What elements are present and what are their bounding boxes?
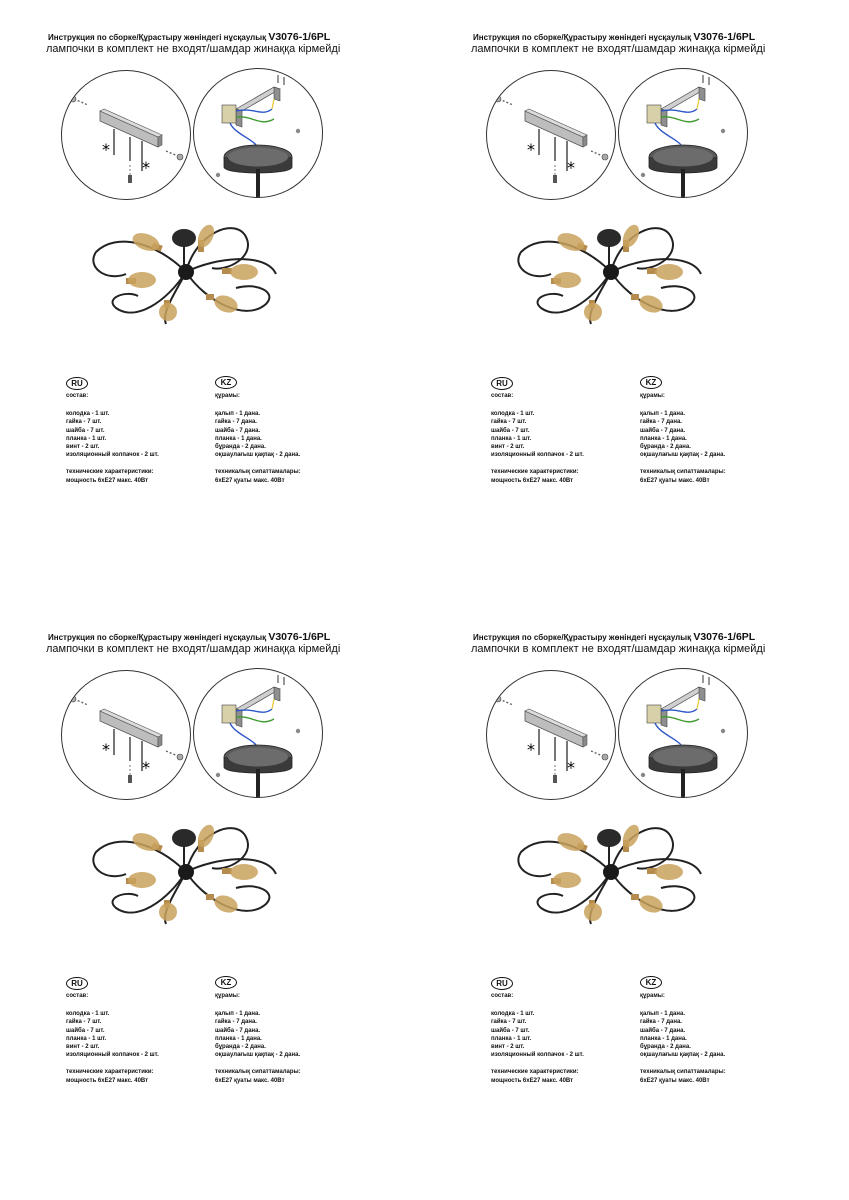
- parts-list-item: қалып - 1 дана.: [640, 411, 686, 418]
- title-prefix: Инструкция по сборке/Құрастыру жөніндегі нұсқаулық: [48, 33, 267, 42]
- parts-list-item: шайба - 7 дана.: [215, 1027, 261, 1034]
- parts-list-item: изоляционный колпачок - 2 шт.: [491, 452, 584, 459]
- kz-language-badge: KZ: [215, 976, 237, 989]
- ru-parts-list: [491, 410, 631, 459]
- parts-list-item: қалып - 1 дана.: [640, 1011, 686, 1018]
- sheet-title: [473, 31, 813, 43]
- chandelier-illustration: [511, 812, 711, 932]
- parts-list-item: планка - 1 дана.: [215, 1035, 262, 1042]
- ru-language-badge: RU: [491, 977, 513, 990]
- parts-list-item: винт - 2 шт.: [491, 1044, 525, 1051]
- parts-list-item: колодка - 1 шт.: [491, 1011, 535, 1018]
- parts-list-item: шайба - 7 дана.: [215, 427, 261, 434]
- title-prefix: Инструкция по сборке/Құрастыру жөніндегі нұсқаулық: [48, 633, 267, 642]
- parts-list-item: оқшаулағыш қақпақ - 2 дана.: [215, 1052, 301, 1059]
- kz-tech-specs: [640, 1068, 780, 1084]
- instruction-sheet: [425, 0, 849, 600]
- ru-tech-heading: технические характеристики:: [491, 469, 579, 476]
- parts-list-item: оқшаулағыш қақпақ - 2 дана.: [640, 452, 726, 459]
- parts-list-item: шайба - 7 дана.: [640, 1027, 686, 1034]
- ru-parts-list: [66, 410, 206, 459]
- chandelier-illustration: [86, 812, 286, 932]
- parts-list-item: шайба - 7 шт.: [66, 1027, 105, 1034]
- parts-list-item: шайба - 7 шт.: [491, 427, 530, 434]
- ru-tech-heading: технические характеристики:: [491, 1069, 579, 1076]
- ru-tech-specs: [66, 468, 206, 484]
- parts-list-item: планка - 1 шт.: [66, 1035, 107, 1042]
- model-number: V3076-1/6PL: [693, 631, 756, 643]
- kz-contents-column: [215, 992, 355, 1085]
- parts-list-item: винт - 2 шт.: [66, 444, 100, 451]
- kz-contents-heading: құрамы:: [215, 393, 240, 399]
- ru-tech-value: мощность 6хЕ27 макс. 40Вт: [66, 477, 149, 484]
- kz-tech-heading: техникалық сипаттамалары:: [640, 469, 726, 476]
- screw-marker-1: *: [527, 140, 535, 159]
- ru-contents-column: [491, 992, 631, 1085]
- instruction-sheet: [425, 600, 849, 1200]
- mounting-bracket-diagram: [61, 70, 191, 200]
- ru-contents-column: [66, 992, 206, 1085]
- mounting-bracket-diagram: [486, 670, 616, 800]
- model-number: V3076-1/6PL: [268, 31, 331, 43]
- canopy-wiring-diagram: [193, 68, 323, 198]
- screw-marker-2: *: [567, 158, 575, 177]
- ru-tech-value: мощность 6хЕ27 макс. 40Вт: [66, 1077, 149, 1084]
- screw-marker-1: *: [102, 140, 110, 159]
- ru-contents-column: [491, 392, 631, 485]
- parts-list-item: винт - 2 шт.: [491, 444, 525, 451]
- parts-list-item: оқшаулағыш қақпақ - 2 дана.: [640, 1052, 726, 1059]
- ru-tech-heading: технические характеристики:: [66, 469, 154, 476]
- kz-tech-value: 6хЕ27 қуаты макс. 40Вт: [640, 1077, 710, 1084]
- ru-parts-list: [66, 1010, 206, 1059]
- ru-tech-value: мощность 6хЕ27 макс. 40Вт: [491, 1077, 574, 1084]
- kz-parts-list: [640, 410, 780, 459]
- ru-contents-heading: состав:: [491, 993, 514, 999]
- parts-list-item: шайба - 7 шт.: [66, 427, 105, 434]
- kz-language-badge: KZ: [640, 976, 662, 989]
- kz-tech-value: 6хЕ27 қуаты макс. 40Вт: [215, 477, 285, 484]
- parts-list-item: гайка - 7 шт.: [66, 1019, 102, 1026]
- parts-list-item: планка - 1 шт.: [491, 435, 532, 442]
- title-prefix: Инструкция по сборке/Құрастыру жөніндегі нұсқаулық: [473, 633, 692, 642]
- parts-list-item: планка - 1 дана.: [215, 435, 262, 442]
- ru-tech-specs: [491, 468, 631, 484]
- parts-list-item: планка - 1 шт.: [491, 1035, 532, 1042]
- parts-list-item: шайба - 7 дана.: [640, 427, 686, 434]
- ru-parts-list: [491, 1010, 631, 1059]
- screw-marker-1: *: [527, 740, 535, 759]
- parts-list-item: планка - 1 дана.: [640, 435, 687, 442]
- bulbs-not-included-note: лампочки в комплект не входят/шамдар жинаққа кірмейді: [46, 643, 341, 655]
- kz-tech-value: 6хЕ27 қуаты макс. 40Вт: [215, 1077, 285, 1084]
- bulbs-not-included-note: лампочки в комплект не входят/шамдар жинаққа кірмейді: [46, 43, 341, 55]
- ru-language-badge: RU: [66, 377, 88, 390]
- chandelier-illustration: [86, 212, 286, 332]
- ru-language-badge: RU: [66, 977, 88, 990]
- title-prefix: Инструкция по сборке/Құрастыру жөніндегі нұсқаулық: [473, 33, 692, 42]
- screw-marker-2: *: [567, 758, 575, 777]
- parts-list-item: колодка - 1 шт.: [66, 1011, 110, 1018]
- sheet-title: [473, 631, 813, 643]
- kz-contents-heading: құрамы:: [640, 993, 665, 999]
- kz-language-badge: KZ: [215, 376, 237, 389]
- ru-language-badge: RU: [491, 377, 513, 390]
- parts-list-item: винт - 2 шт.: [66, 1044, 100, 1051]
- ru-tech-specs: [491, 1068, 631, 1084]
- parts-list-item: колодка - 1 шт.: [66, 411, 110, 418]
- parts-list-item: бұранда - 2 дана.: [640, 1044, 691, 1051]
- kz-contents-column: [215, 392, 355, 485]
- ru-tech-specs: [66, 1068, 206, 1084]
- parts-list-item: қалып - 1 дана.: [215, 411, 261, 418]
- parts-list-item: бұранда - 2 дана.: [215, 1044, 266, 1051]
- kz-tech-heading: техникалық сипаттамалары:: [640, 1069, 726, 1076]
- kz-language-badge: KZ: [640, 376, 662, 389]
- ru-contents-heading: состав:: [66, 993, 89, 999]
- kz-tech-heading: техникалық сипаттамалары:: [215, 1069, 301, 1076]
- parts-list-item: гайка - 7 шт.: [491, 1019, 527, 1026]
- kz-contents-heading: құрамы:: [640, 393, 665, 399]
- kz-tech-value: 6хЕ27 қуаты макс. 40Вт: [640, 477, 710, 484]
- kz-tech-specs: [640, 468, 780, 484]
- parts-list-item: изоляционный колпачок - 2 шт.: [66, 452, 159, 459]
- parts-list-item: изоляционный колпачок - 2 шт.: [491, 1052, 584, 1059]
- ru-tech-heading: технические характеристики:: [66, 1069, 154, 1076]
- mounting-bracket-diagram: [61, 670, 191, 800]
- parts-list-item: қалып - 1 дана.: [215, 1011, 261, 1018]
- kz-contents-column: [640, 392, 780, 485]
- parts-list-item: шайба - 7 шт.: [491, 1027, 530, 1034]
- parts-list-item: планка - 1 шт.: [66, 435, 107, 442]
- parts-list-item: бұранда - 2 дана.: [215, 444, 266, 451]
- instruction-sheet: [0, 0, 424, 600]
- sheet-title: [48, 631, 388, 643]
- kz-parts-list: [215, 410, 355, 459]
- parts-list-item: гайка - 7 шт.: [491, 419, 527, 426]
- kz-tech-specs: [215, 1068, 355, 1084]
- parts-list-item: гайка - 7 дана.: [640, 419, 682, 426]
- ru-tech-value: мощность 6хЕ27 макс. 40Вт: [491, 477, 574, 484]
- model-number: V3076-1/6PL: [693, 31, 756, 43]
- bulbs-not-included-note: лампочки в комплект не входят/шамдар жинаққа кірмейді: [471, 43, 766, 55]
- parts-list-item: гайка - 7 шт.: [66, 419, 102, 426]
- screw-marker-2: *: [142, 158, 150, 177]
- kz-parts-list: [640, 1010, 780, 1059]
- bulbs-not-included-note: лампочки в комплект не входят/шамдар жинаққа кірмейді: [471, 643, 766, 655]
- kz-tech-heading: техникалық сипаттамалары:: [215, 469, 301, 476]
- ru-contents-heading: состав:: [66, 393, 89, 399]
- ru-contents-column: [66, 392, 206, 485]
- chandelier-illustration: [511, 212, 711, 332]
- kz-tech-specs: [215, 468, 355, 484]
- instruction-sheet: [0, 600, 424, 1200]
- kz-contents-column: [640, 992, 780, 1085]
- canopy-wiring-diagram: [618, 668, 748, 798]
- screw-marker-2: *: [142, 758, 150, 777]
- parts-list-item: колодка - 1 шт.: [491, 411, 535, 418]
- parts-list-item: гайка - 7 дана.: [640, 1019, 682, 1026]
- parts-list-item: изоляционный колпачок - 2 шт.: [66, 1052, 159, 1059]
- canopy-wiring-diagram: [618, 68, 748, 198]
- parts-list-item: гайка - 7 дана.: [215, 1019, 257, 1026]
- parts-list-item: оқшаулағыш қақпақ - 2 дана.: [215, 452, 301, 459]
- ru-contents-heading: состав:: [491, 393, 514, 399]
- canopy-wiring-diagram: [193, 668, 323, 798]
- model-number: V3076-1/6PL: [268, 631, 331, 643]
- kz-parts-list: [215, 1010, 355, 1059]
- parts-list-item: гайка - 7 дана.: [215, 419, 257, 426]
- kz-contents-heading: құрамы:: [215, 993, 240, 999]
- parts-list-item: бұранда - 2 дана.: [640, 444, 691, 451]
- sheet-title: [48, 31, 388, 43]
- parts-list-item: планка - 1 дана.: [640, 1035, 687, 1042]
- screw-marker-1: *: [102, 740, 110, 759]
- mounting-bracket-diagram: [486, 70, 616, 200]
